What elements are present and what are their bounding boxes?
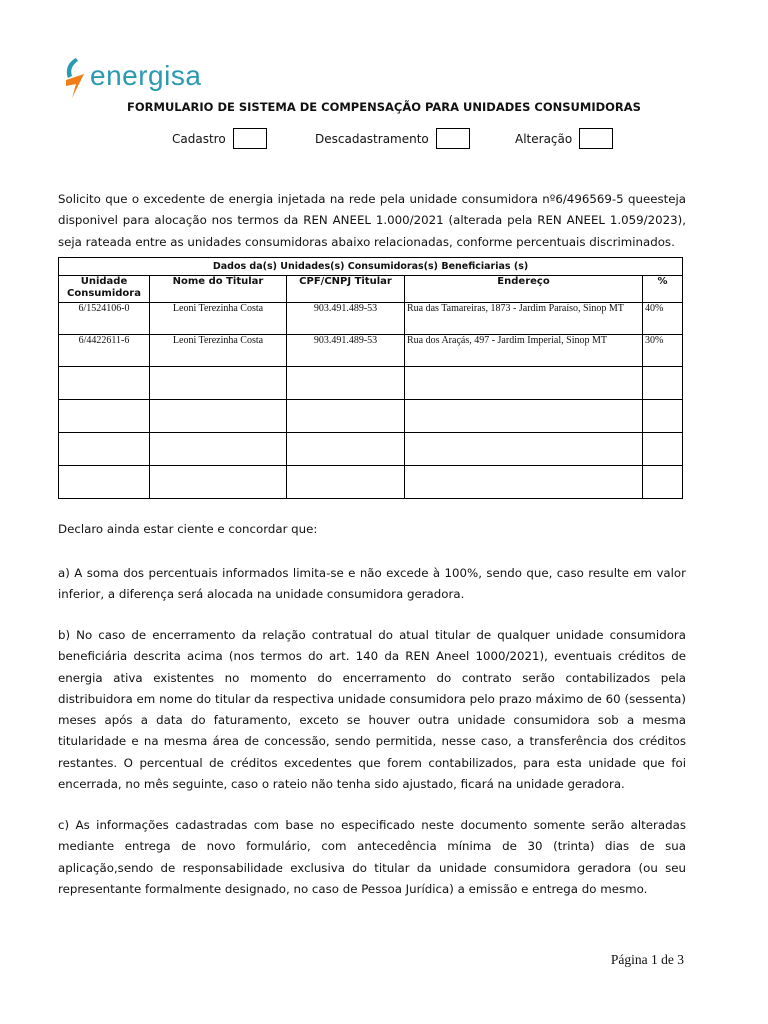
header-percent: %: [643, 276, 683, 303]
empty-cell[interactable]: [59, 367, 150, 400]
cell-cpf: 903.491.489-53: [287, 303, 405, 335]
cell-endereco: Rua dos Araçás, 497 - Jardim Imperial, Sinop MT: [405, 335, 643, 367]
cadastro-checkbox[interactable]: [233, 128, 267, 149]
empty-cell[interactable]: [643, 367, 683, 400]
empty-cell[interactable]: [150, 367, 287, 400]
empty-cell[interactable]: [59, 466, 150, 499]
cell-cpf: 903.491.489-53: [287, 335, 405, 367]
empty-row: [59, 466, 683, 499]
cell-unidade: 6/1524106-0: [59, 303, 150, 335]
empty-cell[interactable]: [405, 367, 643, 400]
table-row: [59, 335, 683, 367]
form-title: FORMULARIO DE SISTEMA DE COMPENSAÇÃO PARA UNIDADES CONSUMIDORAS: [127, 100, 641, 114]
descadastramento-checkbox[interactable]: [436, 128, 470, 149]
cell-nome: Leoni Terezinha Costa: [150, 303, 287, 335]
empty-cell[interactable]: [150, 400, 287, 433]
empty-cell[interactable]: [405, 400, 643, 433]
cell-nome: Leoni Terezinha Costa: [150, 335, 287, 367]
energisa-logo-icon: [62, 56, 92, 100]
cell-endereco: Rua das Tamareiras, 1873 - Jardim Paraíso, Sinop MT: [405, 303, 643, 335]
empty-cell[interactable]: [287, 433, 405, 466]
cell-percent: 30%: [643, 335, 683, 367]
logo-text: energisa: [90, 60, 202, 91]
cell-percent: 40%: [643, 303, 683, 335]
empty-cell[interactable]: [405, 466, 643, 499]
item-b-paragraph: b) No caso de encerramento da relação contratual do atual titular de qualquer unidade consumidora beneficiária descrita acima (nos termos do art. 140 da REN Aneel 1000/2021), eventuais créditos de energia ativa existentes no momento do encerramento do contrato serão contabilizados pela distribuidora em nome do titular da respectiva unidade consumidora pelo prazo máximo de 60 (sessenta) meses após a data do faturamento, exceto se houver outra unidade consumidora sob a mesma titularidade e na mesma área de concessão, sendo permitida, nesse caso, a transferência dos créditos restantes. O percentual de créditos excedentes que forem contabilizados, para esta unidade que foi encerrada, no mês seguinte, caso o rateio não tenha sido ajustado, ficará na unidade geradora.: [58, 628, 686, 792]
header-nome: Nome do Titular: [150, 276, 287, 303]
table-caption: Dados da(s) Unidades(s) Consumidoras(s) Beneficiarias (s): [59, 258, 683, 276]
alteracao-checkbox[interactable]: [579, 128, 613, 149]
header-cpf: CPF/CNPJ Titular: [287, 276, 405, 303]
empty-cell[interactable]: [643, 466, 683, 499]
empty-row: [59, 400, 683, 433]
intro-paragraph: Solicito que o excedente de energia injetada na rede pela unidade consumidora nº6/496569-5 queesteja disponivel para alocação nos termos da REN ANEEL 1.000/2021 (alterada pela REN ANEEL 1.059/2023), seja rateada entre as unidades consumidoras abaixo relacionadas, conforme percentuais discriminados.: [58, 192, 686, 249]
page-number: Página 1 de 3: [610, 952, 684, 967]
empty-cell[interactable]: [59, 433, 150, 466]
beneficiaries-table: [58, 257, 683, 499]
header-unidade: Unidade Consumidora: [59, 276, 150, 303]
option-descadastramento: [315, 128, 470, 149]
item-a-paragraph: a) A soma dos percentuais informados limita-se e não excede à 100%, sendo que, caso resulte em valor inferior, a diferença será alocada na unidade consumidora geradora.: [58, 566, 686, 602]
empty-cell[interactable]: [405, 433, 643, 466]
header-endereco: Endereço: [405, 276, 643, 303]
option-cadastro: [172, 128, 267, 149]
option-descadastramento-label: Descadastramento: [315, 131, 429, 146]
cell-unidade: 6/4422611-6: [59, 335, 150, 367]
empty-cell[interactable]: [287, 367, 405, 400]
energisa-logo: [62, 56, 212, 102]
empty-cell[interactable]: [287, 466, 405, 499]
option-alteracao: [515, 128, 613, 149]
option-alteracao-label: Alteração: [515, 131, 573, 146]
table-row: [59, 303, 683, 335]
option-cadastro-label: Cadastro: [172, 131, 226, 146]
empty-row: [59, 367, 683, 400]
empty-cell[interactable]: [643, 433, 683, 466]
declaro-text: Declaro ainda estar ciente e concordar que:: [58, 522, 318, 536]
empty-cell[interactable]: [643, 400, 683, 433]
empty-cell[interactable]: [150, 466, 287, 499]
item-c-paragraph: c) As informações cadastradas com base no especificado neste documento somente serão alteradas mediante entrega de novo formulário, com antecedência mínima de 30 (trinta) dias de sua aplicação,sendo de responsabilidade exclusiva do titular da unidade consumidora geradora (ou seu representante formalmente designado, no caso de Pessoa Jurídica) a emissão e entrega do mesmo.: [58, 818, 686, 896]
empty-cell[interactable]: [287, 400, 405, 433]
empty-cell[interactable]: [59, 400, 150, 433]
empty-cell[interactable]: [150, 433, 287, 466]
table-header-row: [59, 276, 683, 303]
empty-row: [59, 433, 683, 466]
